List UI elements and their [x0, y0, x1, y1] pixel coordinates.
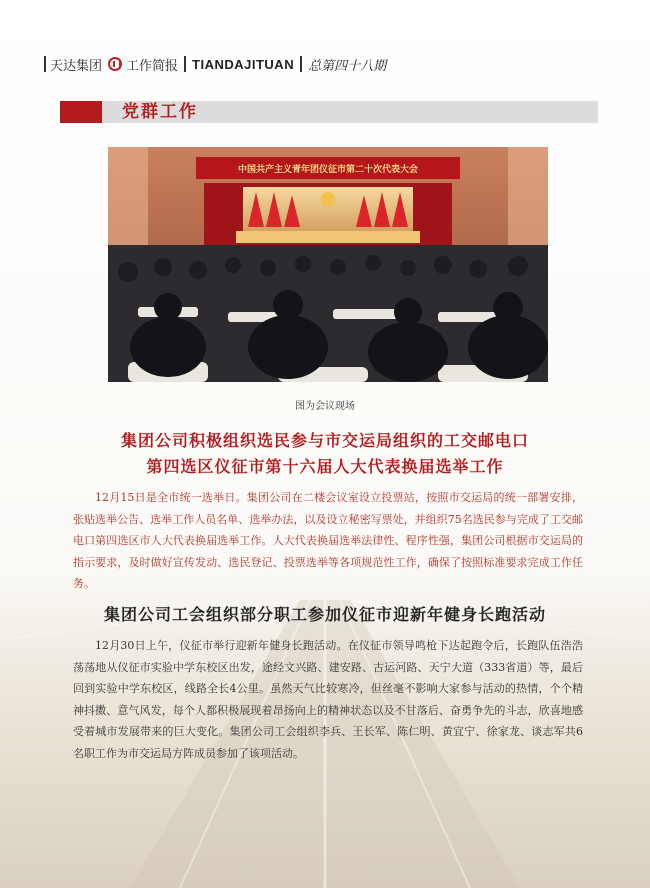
- company-logo-icon: [108, 57, 122, 71]
- banner-text: 中国共产主义青年团仪征市第二十次代表大会: [237, 165, 419, 175]
- article1-title-line2: 第四选区仪征市第十六届人大代表换届选举工作: [146, 457, 504, 476]
- article1-body: 12月15日是全市统一选举日。集团公司在二楼会议室设立投票站，按照市交运局的统一部署安排，张贴选举公告、选举工作人员名单、选举办法，以及设立秘密写票处，并组织75名选民参与完成了工交邮电口第四选区市人大代表换届选举工作。人大代表换届选举法律性、程序性强，集团公司根据市交运局的指示要求，及时做好宣传发动、选民登记、投票选举等各项规范性工作，确保了按照标准要求完成工作任务。: [73, 491, 583, 590]
- meeting-photo-illustration: [108, 147, 548, 382]
- header-divider: [184, 56, 186, 72]
- brand-name: TIANDAJITUAN: [192, 56, 295, 72]
- company-name: 天达集团: [50, 57, 103, 73]
- section-title: 党群工作: [122, 102, 198, 122]
- publication-name: 工作简报: [126, 57, 179, 73]
- photo-caption: 图为会议现场: [295, 401, 355, 412]
- article2-body: 12月30日上午，仪征市举行迎新年健身长跑活动。在仪征市领导鸣枪下达起跑令后，长跑队伍浩浩荡荡地从仪征市实验中学东校区出发，途经文兴路、建安路、古运河路、天宁大道（333省道）等，最后回到实验中学东校区，线路全长4公里。虽然天气比较寒冷，但丝毫不影响大家参与活动的热情，个个精神抖擞、意气风发，每个人都积极展现着昂扬向上的精神状态以及不甘落后、奋勇争先的斗志，欣喜地感受着城市发展带来的巨大变化。集团公司工会组织李兵、王长军、陈仁明、黄宜宁、徐家龙、谈志军共6名职工作为市交运局方阵成员参加了该项活动。: [73, 639, 583, 760]
- header-divider: [300, 56, 302, 72]
- section-accent-block: [60, 101, 102, 123]
- page-header: [44, 54, 386, 74]
- article2-title: 集团公司工会组织部分职工参加仪征市迎新年健身长跑活动: [103, 605, 546, 624]
- article1-title-line1: 集团公司积极组织选民参与市交运局组织的工交邮电口: [120, 431, 529, 450]
- issue-number: 总第四十八期: [308, 58, 387, 74]
- header-divider: [44, 56, 46, 72]
- meeting-photo: [108, 147, 548, 382]
